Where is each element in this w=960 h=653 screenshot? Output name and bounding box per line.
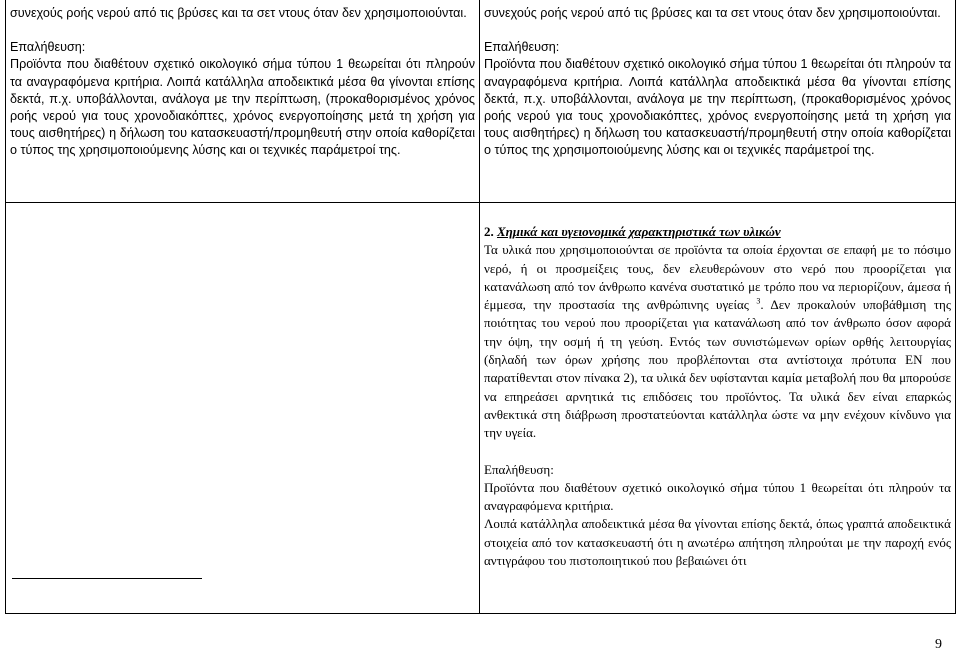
- continuation-text: συνεχούς ροής νερού από τις βρύσες και τα σετ ντους όταν δεν χρησιμοποιούνται.: [10, 6, 467, 20]
- table-cell-bottom-right: [479, 202, 956, 614]
- section-title: Χημικά και υγειονομικά χαρακτηριστικά των υλικών: [497, 224, 781, 239]
- table-cell-top-right: [479, 0, 956, 203]
- materials-paragraph: [484, 241, 951, 442]
- verification-text: Προϊόντα που διαθέτουν σχετικό οικολογικό σήμα τύπου 1 θεωρείται ότι πληρούν τα αναγραφόμενα κριτήρια. Λοιπά κατάλληλα αποδεικτικά μέσα θα γίνονται επίσης δεκτά, π.χ. υποβάλλονται, ανάλογα με την περίπτωση, (προκαθορισμένος χρόνος ροής νερού για τους χρονοδιακόπτες, χρόνος ενεργοποίησης μετά τη χρήση για τους αισθητήρες) η δήλωση του κατασκευαστή/προμηθευτή στην οποία καθορίζεται ο τύπος της χρησιμοποιούμενης λύσης και οι τεχνικές παράμετροί της.: [10, 57, 475, 158]
- verification-text-1: Προϊόντα που διαθέτουν σχετικό οικολογικό σήμα τύπου 1 θεωρείται ότι πληρούν τα αναγραφόμενα κριτήρια.: [484, 479, 951, 514]
- verification-text: Προϊόντα που διαθέτουν σχετικό οικολογικό σήμα τύπου 1 θεωρείται ότι πληρούν τα αναγραφόμενα κριτήρια. Λοιπά κατάλληλα αποδεικτικά μέσα θα γίνονται επίσης δεκτά, π.χ. υποβάλλονται, ανάλογα με την περίπτωση, (προκαθορισμένος χρόνος ροής νερού για τους χρονοδιακόπτες, χρόνος ενεργοποίησης μετά τη χρήση για τους αισθητήρες) η δήλωση του κατασκευαστή/προμηθευτή στην οποία καθορίζεται ο τύπος της χρησιμοποιούμενης λύσης και οι τεχνικές παράμετροί της.: [484, 57, 951, 158]
- verification-text-2: Λοιπά κατάλληλα αποδεικτικά μέσα θα γίνονται επίσης δεκτά, όπως γραπτά αποδεικτικά στοιχεία από τον κατασκευαστή ότι η ανωτέρω απήτηση πληρούται με την παροχή ενός αντιγράφου του πιστοποιητικού που βεβαιώνει ότι: [484, 516, 951, 569]
- paragraph-part-a: Τα υλικά που χρησιμοποιούνται σε προϊόντα τα οποία έρχονται σε επαφή με το πόσιμο νερό, ή οι προσμείξεις τους, δεν ελευθερώνουν στο νερό που προορίζεται για κατανάλωση από τον άνθρωπο κανένα συστατικό με τρόπο που να περιορίζουν, άμεσα ή έμμεσα, την προστασία της ανθρώπινης υγείας: [484, 242, 951, 313]
- section-heading: [484, 223, 951, 241]
- verification-label: Επαλήθευση:: [484, 40, 560, 55]
- verification-label: Επαλήθευση:: [10, 40, 86, 55]
- section-number: 2.: [484, 224, 494, 239]
- verification-label: Επαλήθευση:: [484, 461, 554, 477]
- paragraph-part-b: . Δεν προκαλούν υποβάθμιση της ποιότητας του νερού που προορίζεται για κατανάλωση από τον άνθρωπο όσον αφορά την όψη, την οσμή ή τη γεύση. Εντός των συνιστώμενων ορίων ορθής λειτουργίας (δηλαδή των όρων χρήσης που προβλέπονται στα αντίστοιχα πρότυπα ΕΝ που παρατίθενται στον πίνακα 2), τα υλικά δεν υφίστανται καμία μεταβολή που θα μπορούσε να επηρεάσει αρνητικά τις επιδόσεις του προϊόντος. Τα υλικά δεν είναι επαρκώς ανθεκτικά στη διάβρωση προστατεύονται κατάλληλα ώστε να μην ενέχουν κίνδυνο για την υγεία.: [484, 297, 951, 441]
- table-cell-bottom-left: [5, 202, 480, 614]
- continuation-text: συνεχούς ροής νερού από τις βρύσες και τα σετ ντους όταν δεν χρησιμοποιούνται.: [484, 6, 941, 20]
- footnote-separator: [12, 578, 202, 579]
- page-number: 9: [935, 637, 942, 652]
- table-cell-top-left: [5, 0, 480, 203]
- footnote-ref[interactable]: 3: [756, 296, 761, 306]
